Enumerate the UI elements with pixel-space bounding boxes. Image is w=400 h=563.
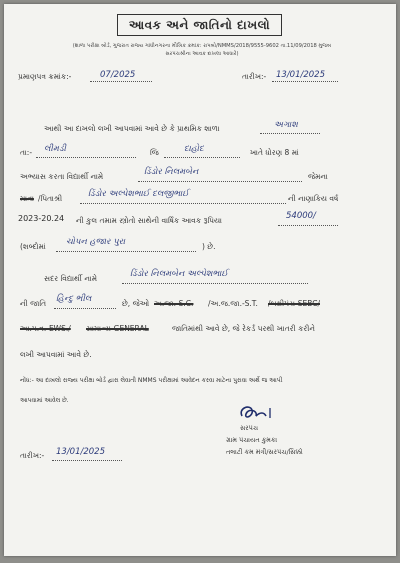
date-bottom-label: તારીખ:- xyxy=(20,451,45,460)
general-struck: સામાન્ય-GENERAL xyxy=(86,324,149,333)
date-top-value: 13/01/2025 xyxy=(276,70,325,80)
school-line-text: આથી આ દાખલો લખી આપવામાં આવે છે કે પ્રાથમિક શાળા xyxy=(44,124,220,133)
ews-struck: આ.પ.વ.-EWS./ xyxy=(20,324,71,333)
reference-note xyxy=(22,42,382,58)
note-line-2: આપવામાં આવેલ છે. xyxy=(20,397,69,404)
closing-line: લખી આપવામાં આવે છે. xyxy=(20,350,92,359)
student2-prefix: સદર વિદ્યાર્થી નામે xyxy=(44,274,98,283)
words-open: (શબ્દોમાં xyxy=(20,242,46,251)
parent-suffix: ની નાણાકિય વર્ષ xyxy=(288,194,339,203)
parent-prefix: /પિતાશ્રી xyxy=(38,194,63,203)
signature-designation: તલાટી કમ મંત્રી/સરપંચ/સિક્કો xyxy=(226,448,303,456)
signature-office: ગ્રામ પંચાયત કુમકા xyxy=(226,436,278,444)
caste-middle: છે, જેઓ xyxy=(122,299,150,308)
reference-line-1: (શાળા પરીક્ષા બોર્ડ, ગુજરાત રાજ્ય ગાંધીનગરના મૌખિક ક્રમાંક: રાપબો/NMMS/2018/9555-9602 તા.11/09/2018 મુજબ xyxy=(72,43,332,49)
taluka-line-suffix: ખાતે ધોરણ 8 માં xyxy=(250,148,299,157)
student2-name: ડિંડોર નિલમબેન અલ્પેશભાઈ xyxy=(130,269,228,279)
student-blank xyxy=(138,181,302,182)
school-line-blank xyxy=(260,133,320,134)
taluka-blank xyxy=(36,157,136,158)
student2-blank xyxy=(122,283,308,284)
caste-value: હિન્દુ ભીલ xyxy=(56,294,92,304)
parent-name: ડિંડોર અલ્પેશભાઈ દલજીભાઈ xyxy=(88,189,189,199)
sc-struck: અ.જા.-S.C. xyxy=(154,299,194,308)
signature-mark xyxy=(236,402,276,424)
ews-suffix: જાતિમાંથી આવે છે, જે રેકર્ડ પરથી ખાતરી કરીને xyxy=(172,324,315,333)
student-prefix: અભ્યાસ કરતા વિદ્યાર્થી નામે xyxy=(20,172,104,181)
income-in-words: ચોપન હજાર પુરા xyxy=(66,237,126,247)
caste-prefix: ની જાતિ xyxy=(20,299,47,308)
district-label: જિ xyxy=(150,148,159,157)
mother-struck: માતા xyxy=(20,194,34,203)
date-bottom-value: 13/01/2025 xyxy=(56,447,105,457)
district-blank xyxy=(164,157,240,158)
signature-role: સરપંચ xyxy=(240,424,259,432)
reference-line-2: સરપંચશ્રીના આવક દાખલા આધારે) xyxy=(165,51,239,57)
cert-no-line xyxy=(90,81,152,82)
income-year: 2023-20.24 xyxy=(18,214,65,223)
sebc-struck: /બક્ષીપંચ-SEBC/ xyxy=(268,299,320,308)
words-blank xyxy=(56,251,196,252)
cert-no-label: પ્રમાણપત્ર ક્રમાંક:- xyxy=(18,72,72,81)
cert-no-value: 07/2025 xyxy=(100,70,136,80)
date-top-label: તારીખ:- xyxy=(242,72,267,81)
taluka-value: લીમડી xyxy=(44,144,66,154)
date-top-line xyxy=(272,81,338,82)
certificate-page xyxy=(4,4,396,556)
income-text: ની કુલ તમામ સ્ત્રોતો સાથેની વાર્ષિક આવક રૂપિયા xyxy=(76,216,223,225)
district-value: દાહોદ xyxy=(184,144,204,154)
st-option: /અ.જ.જા.-S.T. xyxy=(208,299,258,308)
note-line-1: નોંધ:- આ દાખલો રાજ્ય પરીક્ષા બોર્ડ દ્વારા લેવાતી NMMS પરીક્ષામાં આવેદન કરવા માટેના પુરાવા અર્થે જ આપી xyxy=(20,377,283,384)
income-value: 54000/ xyxy=(286,211,316,221)
caste-blank xyxy=(54,308,116,309)
student-suffix: જેમના xyxy=(308,172,328,181)
student-name: ડિંડોર નિલમબેન xyxy=(144,167,199,177)
words-close: ) છે. xyxy=(202,242,216,251)
parent-blank xyxy=(80,203,286,204)
date-bottom-line xyxy=(52,460,122,461)
taluka-label: તા:- xyxy=(20,148,33,157)
income-blank xyxy=(278,225,338,226)
certificate-title: આવક અને જાતિનો દાખલો xyxy=(117,14,282,36)
school-name: અગાશ xyxy=(274,120,298,130)
